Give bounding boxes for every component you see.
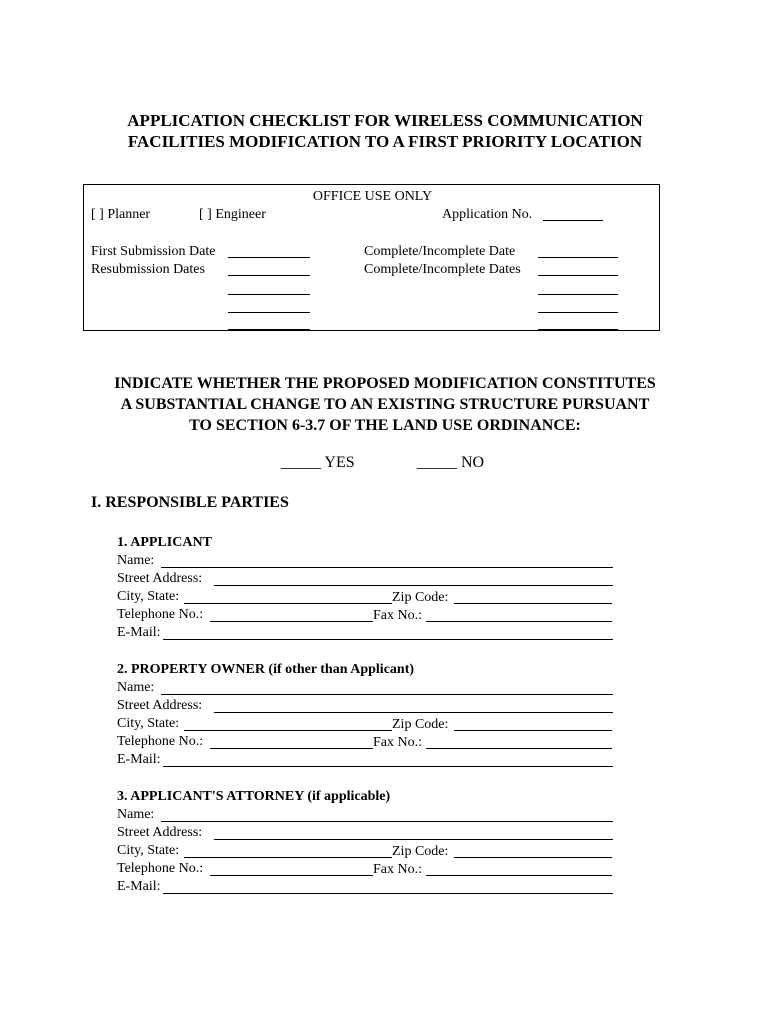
attorney-name-label: Name: — [117, 807, 155, 822]
owner-name-label: Name: — [117, 680, 155, 695]
complete-dates-field-2[interactable] — [538, 294, 618, 295]
application-no-field[interactable] — [543, 220, 603, 221]
planner-checkbox[interactable]: [ ] Planner — [91, 207, 151, 222]
attorney-street-field[interactable] — [214, 839, 613, 840]
substantial-change-heading-2: A SUBSTANTIAL CHANGE TO AN EXISTING STRUCTURE PURSUANT — [120, 396, 650, 413]
complete-date-label: Complete/Incomplete Date — [364, 244, 516, 259]
yes-option[interactable]: _____ YES — [281, 454, 355, 471]
attorney-phone-label: Telephone No.: — [117, 861, 204, 876]
section-responsible-parties: I. RESPONSIBLE PARTIES — [91, 494, 289, 511]
owner-fax-field[interactable] — [426, 748, 612, 749]
applicant-email-label: E-Mail: — [117, 625, 161, 640]
owner-zip-field[interactable] — [454, 730, 612, 731]
applicant-name-field[interactable] — [161, 567, 613, 568]
owner-city-field[interactable] — [184, 730, 392, 731]
applicant-street-label: Street Address: — [117, 571, 203, 586]
attorney-city-field[interactable] — [184, 857, 392, 858]
attorney-phone-field[interactable] — [210, 875, 373, 876]
complete-dates-field-3[interactable] — [538, 312, 618, 313]
owner-email-label: E-Mail: — [117, 752, 161, 767]
applicant-email-field[interactable] — [163, 639, 613, 640]
complete-dates-field-4[interactable] — [538, 329, 618, 330]
attorney-street-label: Street Address: — [117, 825, 203, 840]
resubmission-field-1[interactable] — [228, 275, 310, 276]
applicant-street-field[interactable] — [214, 585, 613, 586]
owner-street-label: Street Address: — [117, 698, 203, 713]
property-owner-heading: 2. PROPERTY OWNER (if other than Applicant) — [117, 662, 415, 677]
owner-email-field[interactable] — [163, 766, 613, 767]
applicant-phone-label: Telephone No.: — [117, 607, 204, 622]
first-submission-label: First Submission Date — [91, 244, 216, 259]
applicant-zip-label: Zip Code: — [392, 590, 449, 605]
owner-street-field[interactable] — [214, 712, 613, 713]
owner-fax-label: Fax No.: — [373, 735, 422, 750]
owner-phone-field[interactable] — [210, 748, 373, 749]
attorney-email-field[interactable] — [163, 893, 613, 894]
form-title-line-1: APPLICATION CHECKLIST FOR WIRELESS COMMUNICATION — [127, 111, 643, 130]
applicant-fax-field[interactable] — [426, 621, 612, 622]
applicant-phone-field[interactable] — [210, 621, 373, 622]
owner-phone-label: Telephone No.: — [117, 734, 204, 749]
owner-name-field[interactable] — [161, 694, 613, 695]
applicant-heading: 1. APPLICANT — [117, 535, 212, 550]
engineer-checkbox[interactable]: [ ] Engineer — [199, 207, 266, 222]
attorney-city-label: City, State: — [117, 843, 180, 858]
substantial-change-heading-1: INDICATE WHETHER THE PROPOSED MODIFICATION CONSTITUTES — [114, 375, 656, 392]
attorney-fax-field[interactable] — [426, 875, 612, 876]
owner-zip-label: Zip Code: — [392, 717, 449, 732]
application-no-label: Application No. — [442, 207, 533, 222]
form-title-line-2: FACILITIES MODIFICATION TO A FIRST PRIORITY LOCATION — [127, 132, 643, 151]
attorney-fax-label: Fax No.: — [373, 862, 422, 877]
applicant-name-label: Name: — [117, 553, 155, 568]
attorney-zip-label: Zip Code: — [392, 844, 449, 859]
first-submission-field[interactable] — [228, 257, 310, 258]
resubmission-field-3[interactable] — [228, 312, 310, 313]
attorney-name-field[interactable] — [161, 821, 613, 822]
applicant-fax-label: Fax No.: — [373, 608, 422, 623]
attorney-email-label: E-Mail: — [117, 879, 161, 894]
applicant-city-label: City, State: — [117, 589, 180, 604]
substantial-change-heading-3: TO SECTION 6-3.7 OF THE LAND USE ORDINANCE: — [189, 417, 581, 434]
resubmission-field-4[interactable] — [228, 329, 310, 330]
office-use-heading: OFFICE USE ONLY — [312, 189, 433, 204]
resubmission-label: Resubmission Dates — [91, 262, 205, 277]
applicant-city-field[interactable] — [184, 603, 392, 604]
attorney-heading: 3. APPLICANT'S ATTORNEY (if applicable) — [117, 789, 391, 804]
complete-dates-label: Complete/Incomplete Dates — [364, 262, 521, 277]
complete-date-field[interactable] — [538, 257, 618, 258]
complete-dates-field-1[interactable] — [538, 275, 618, 276]
owner-city-label: City, State: — [117, 716, 180, 731]
resubmission-field-2[interactable] — [228, 294, 310, 295]
applicant-zip-field[interactable] — [454, 603, 612, 604]
no-option[interactable]: _____ NO — [417, 454, 485, 471]
attorney-zip-field[interactable] — [454, 857, 612, 858]
